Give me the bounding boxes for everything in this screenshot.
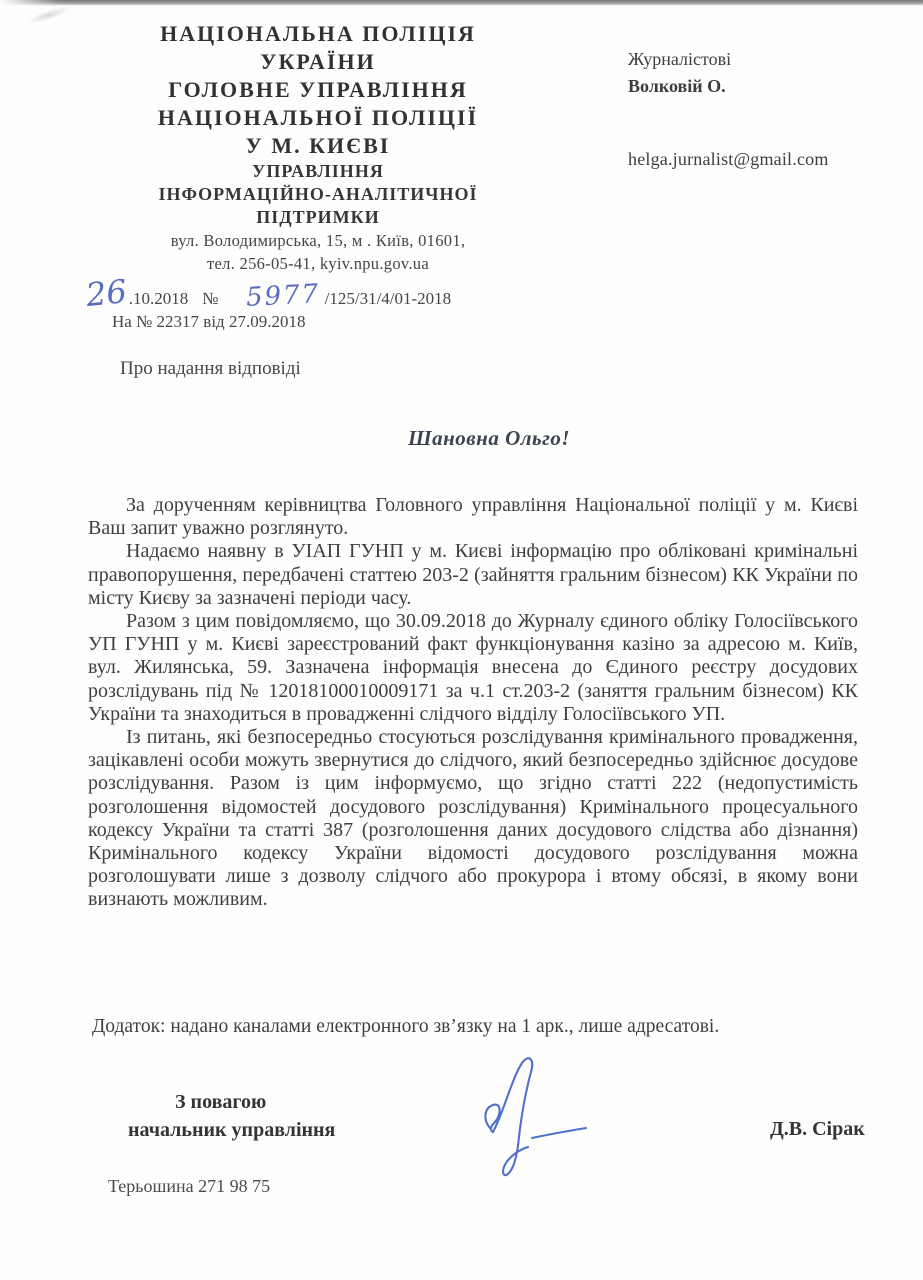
scan-edge-artifact (0, 0, 923, 6)
body-paragraph: За дорученням керівництва Головного управління Національної поліції у м. Києві Ваш запит уважно розглянуто. (88, 494, 858, 540)
body-paragraph: Разом з цим повідомляємо, що 30.09.2018 до Журналу єдиного обліку Голосіївського УП ГУНП у м. Києві зареєстрований факт функціонування казіно за адресою м. Київ, вул. Жилянська, 59. Зазначена інформація внесена до Єдиного реєстру досудових розслідувань під № 12018100010009171 за ч.1 ст.203-2 (заняття гральним бізнесом) КК України та знаходиться в провадженні слідчого відділу Голосіївського УП. (88, 610, 858, 725)
recipient-role: Журналістові (628, 49, 732, 69)
closing-position: начальник управління (128, 1119, 336, 1141)
dept-name-line: УПРАВЛІННЯ (252, 161, 384, 181)
dept-name-line: ІНФОРМАЦІЙНО-АНАЛІТИЧНОЇ (158, 184, 478, 204)
closing-respect: З повагою (175, 1091, 267, 1113)
org-name-line: У М. КИЄВІ (245, 133, 391, 158)
handwritten-day: 26 (84, 271, 129, 315)
closing-block (128, 1088, 335, 1144)
handwritten-signature-icon (478, 1056, 593, 1184)
dept-name-line: ПІДТРИМКИ (256, 207, 380, 227)
recipient-block (628, 46, 829, 173)
outgoing-date-number-row (84, 271, 550, 315)
body-paragraph: Із питань, які безпосередньо стосуються розслідування кримінального провадження, зацікавлені особи можуть звернутися до слідчого, який безпосередньо здійснює досудове розслідування. Разом із цим інформуємо, що згідно статті 222 (недопустимість розголошення відомостей досудового розслідування) Кримінального процесуального кодексу України та статті 387 (розголошення даних досудового слідства або дізнання) Кримінального кодексу України відомості досудового розслідування можна розголошувати лише з дозволу слідчого або прокурора і втому обсязі, в якому вони визнають можливим. (88, 726, 858, 911)
phone-website-line: тел. 256-05-41, kyiv.npu.gov.ua (207, 254, 429, 273)
org-name-line: НАЦІОНАЛЬНОЇ ПОЛІЦІЇ (157, 105, 479, 130)
scan-edge-fade (0, 0, 60, 8)
handwritten-outgoing-number: 5977 (245, 279, 322, 313)
executor-line: Терьошина 271 98 75 (108, 1176, 271, 1196)
letterhead (86, 20, 550, 332)
attachment-note: Додаток: надано каналами електронного зв’язку на 1 арк., лише адресатові. (92, 1016, 720, 1037)
salutation: Шановна Ольго! (408, 426, 571, 450)
org-name-line: ГОЛОВНЕ УПРАВЛІННЯ (168, 77, 468, 102)
org-name-line: УКРАЇНИ (260, 49, 376, 74)
signer-name: Д.В. Сірак (770, 1118, 865, 1140)
subject-line: Про надання відповіді (120, 358, 301, 379)
org-name-line: НАЦІОНАЛЬНА ПОЛІЦІЯ (160, 21, 476, 46)
recipient-name: Волковій О. (628, 76, 726, 96)
reference-line: На № 22317 від 27.09.2018 (112, 312, 306, 331)
recipient-email: helga.jurnalist@gmail.com (628, 149, 829, 169)
address-line: вул. Володимирська, 15, м . Київ, 01601, (170, 231, 466, 250)
printed-date: .10.2018 (128, 289, 189, 308)
number-sign: № (202, 289, 219, 308)
printed-outgoing-number: /125/31/4/01-2018 (324, 289, 452, 308)
body-paragraph: Надаємо наявну в УІАП ГУНП у м. Києві інформацію про обліковані кримінальні правопорушення, передбачені статтею 203-2 (зайняття гральним бізнесом) КК України по місту Києву за зазначені періоди часу. (88, 540, 858, 609)
letter-body (88, 494, 858, 912)
